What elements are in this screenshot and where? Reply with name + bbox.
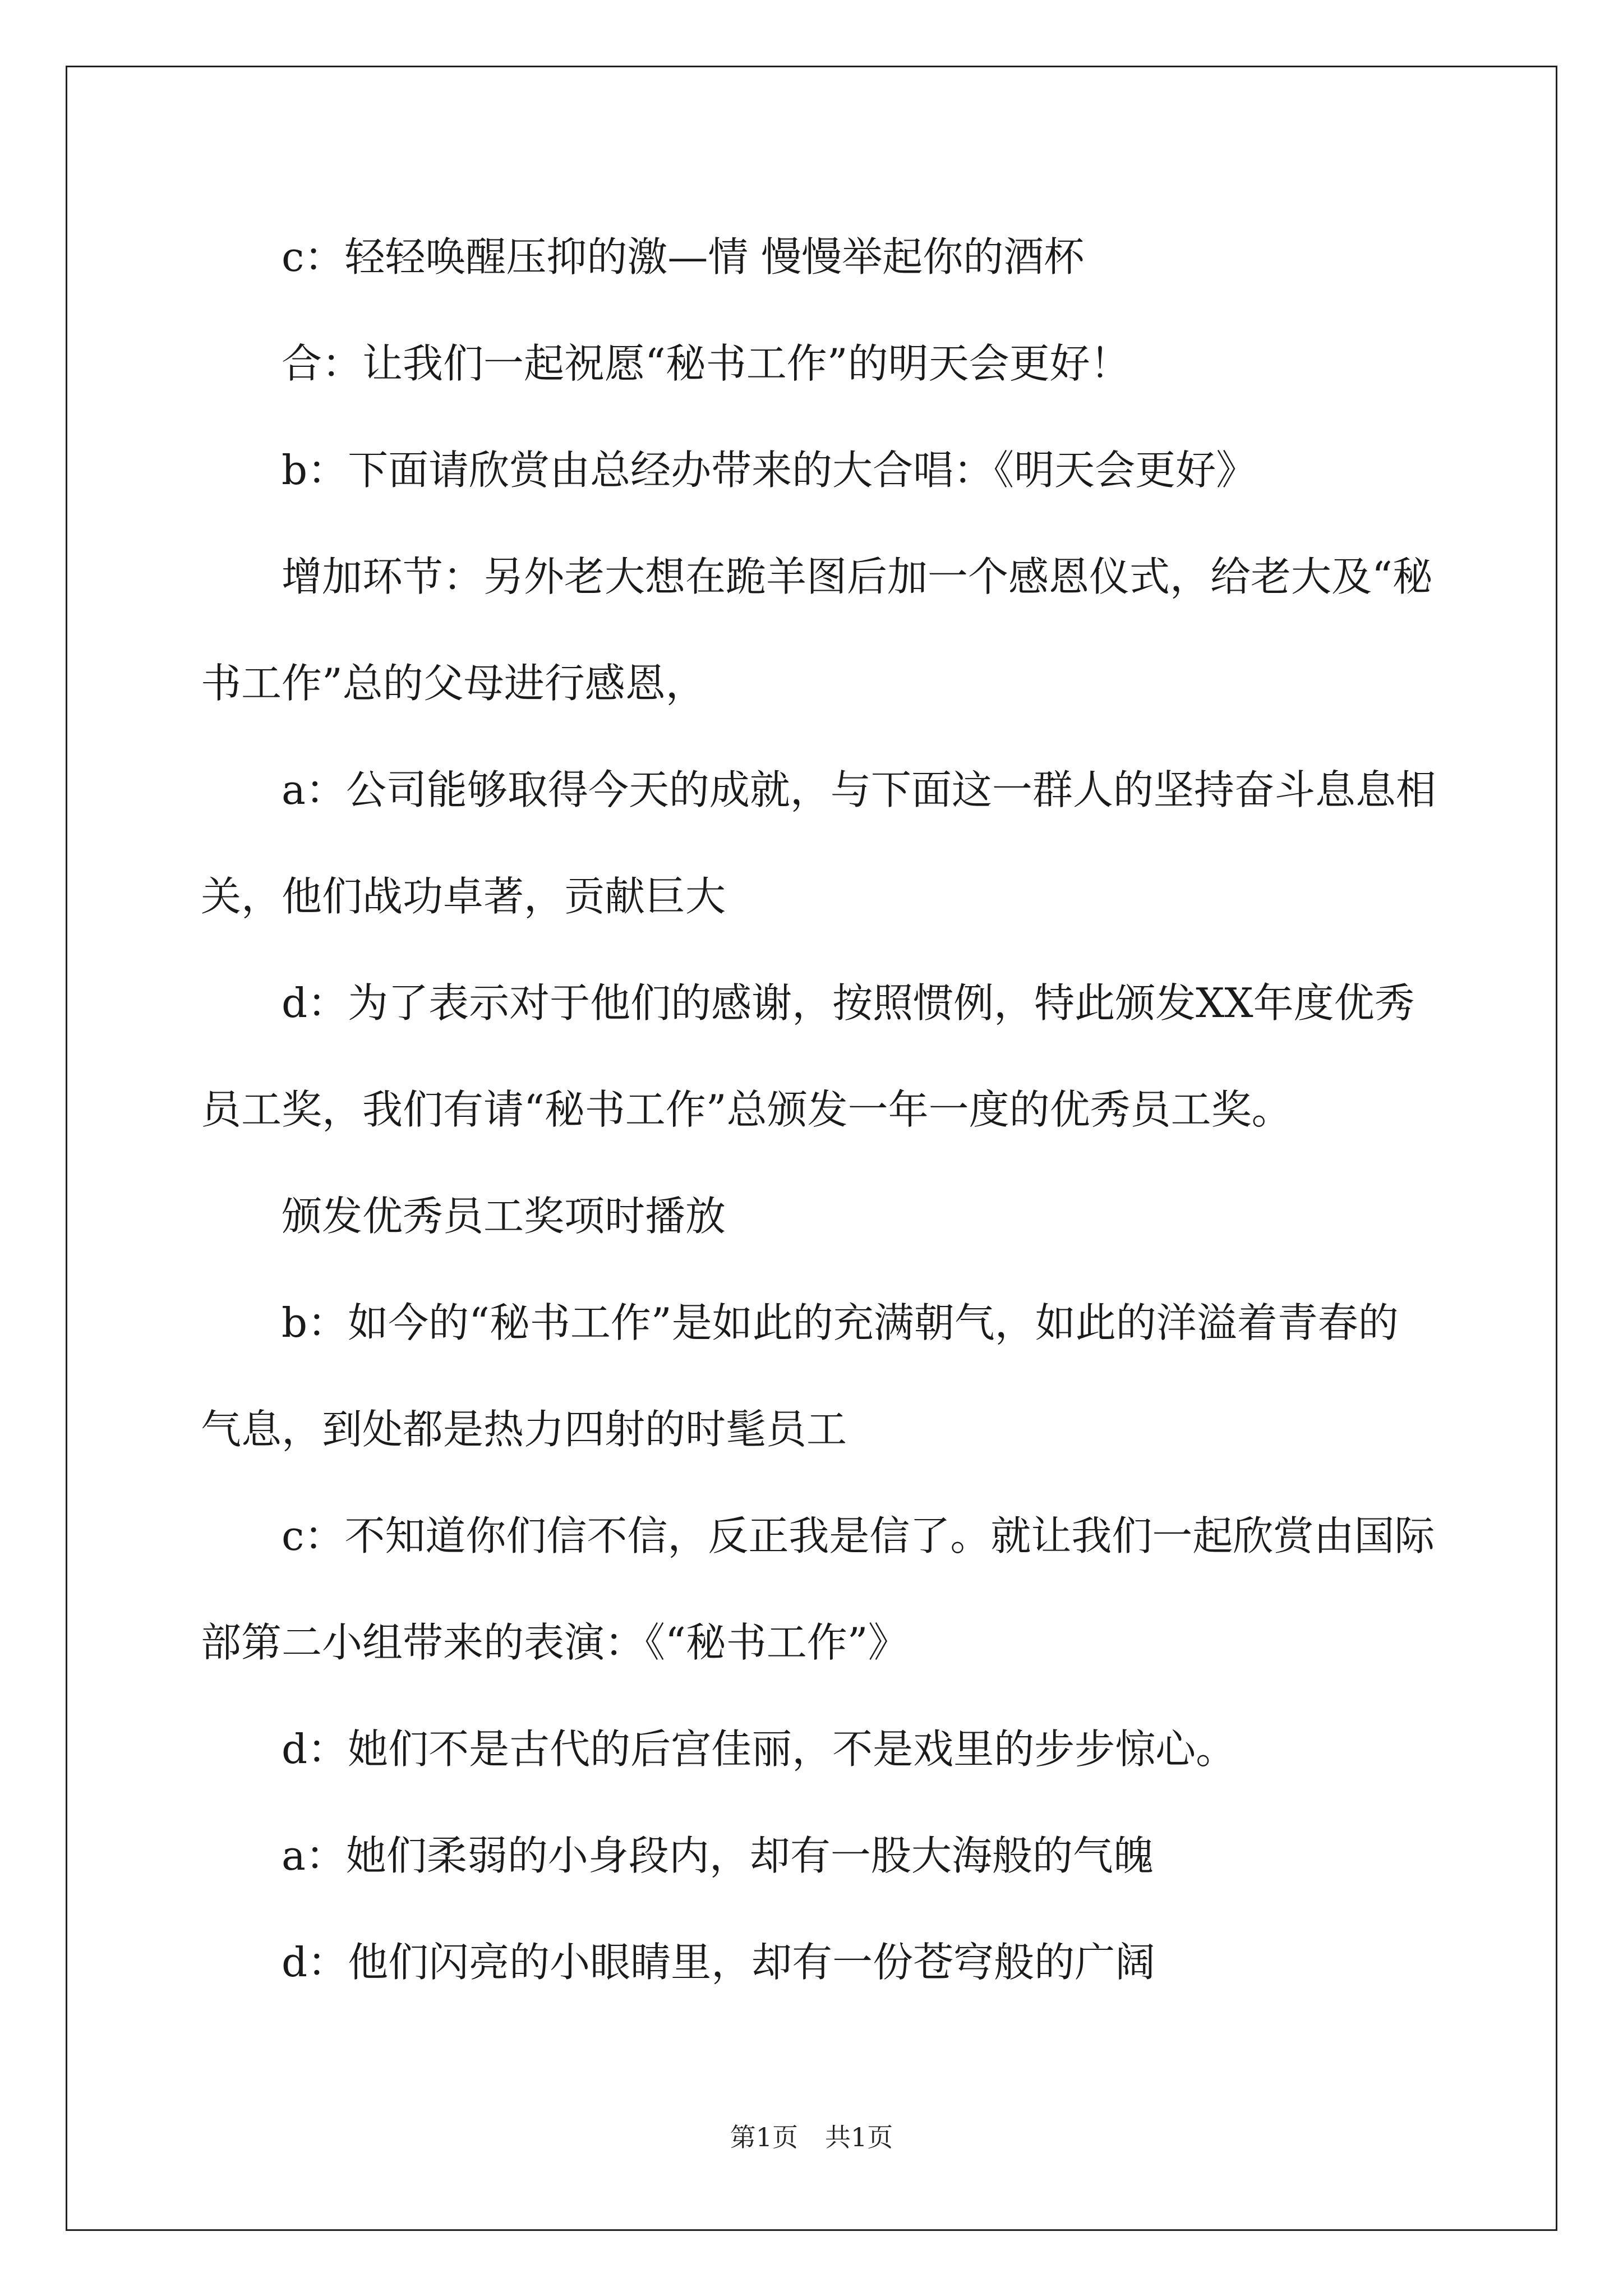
page-number-current: 第1页 <box>730 2122 798 2152</box>
paragraph-line: c：不知道你们信不信，反正我是信了。就让我们一起欣赏由国际 <box>282 1512 1435 1559</box>
paragraph-line: d：为了表示对于他们的感谢，按照惯例，特此颁发XX年度优秀 <box>282 979 1415 1027</box>
paragraph-line: 合：让我们一起祝愿“秘书工作”的明天会更好！ <box>282 340 1131 387</box>
paragraph-line: 气息，到处都是热力四射的时髦员工 <box>201 1406 847 1453</box>
paragraph-line: a：她们柔弱的小身段内，却有一股大海般的气魄 <box>282 1832 1154 1879</box>
paragraph-line: d：她们不是古代的后宫佳丽，不是戏里的步步惊心。 <box>282 1726 1237 1773</box>
page-number-total: 共1页 <box>825 2122 893 2152</box>
paragraph-line: 颁发优秀员工奖项时播放 <box>282 1193 726 1240</box>
paragraph-line: 增加环节：另外老大想在跪羊图后加一个感恩仪式，给老大及“秘 <box>282 553 1433 600</box>
paragraph-line: 部第二小组带来的表演：《“秘书工作”》 <box>201 1619 909 1666</box>
paragraph-line: 关，他们战功卓著，贡献巨大 <box>201 873 726 920</box>
paragraph-line: d：他们闪亮的小眼睛里，却有一份苍穹般的广阔 <box>282 1939 1156 1986</box>
paragraph-line: a：公司能够取得今天的成就，与下面这一群人的坚持奋斗息息相 <box>282 766 1436 813</box>
paragraph-line: c：轻轻唤醒压抑的激—情 慢慢举起你的酒杯 <box>282 233 1085 280</box>
paragraph-line: 书工作”总的父母进行感恩， <box>201 660 706 707</box>
paragraph-line: b：如今的“秘书工作”是如此的充满朝气，如此的洋溢着青春的 <box>282 1299 1399 1346</box>
paragraph-line: b：下面请欣赏由总经办带来的大合唱：《明天会更好》 <box>282 447 1257 494</box>
page-footer <box>0 2120 1623 2154</box>
document-body <box>201 204 1436 2016</box>
paragraph-line: 员工奖，我们有请“秘书工作”总颁发一年一度的优秀员工奖。 <box>201 1086 1292 1133</box>
